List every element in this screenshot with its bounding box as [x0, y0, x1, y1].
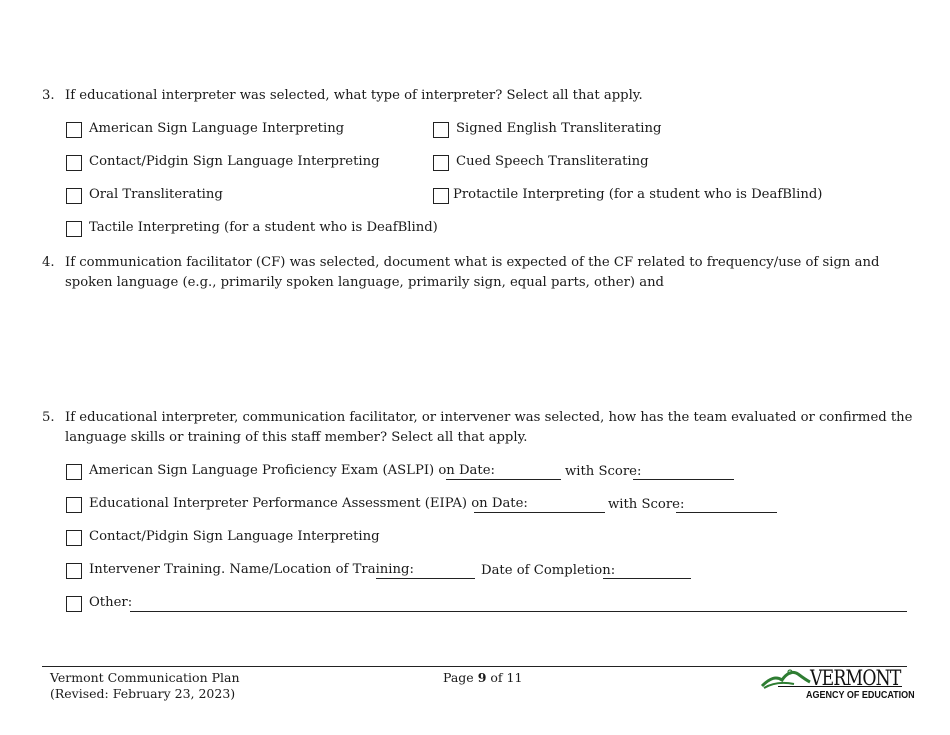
aslpi-date-field[interactable]	[446, 479, 561, 480]
option-label: Intervener Training. Name/Location of Training:	[89, 562, 414, 577]
option-label: Cued Speech Transliterating	[456, 154, 649, 169]
footer-divider	[42, 666, 907, 667]
intervener-date-field[interactable]	[603, 578, 691, 579]
option-label: American Sign Language Interpreting	[89, 121, 345, 136]
vermont-aoe-logo	[760, 666, 915, 704]
option-label: Oral Transliterating	[89, 187, 223, 202]
option-label: Signed English Transliterating	[456, 121, 662, 136]
checkbox[interactable]	[433, 188, 449, 204]
checkbox[interactable]	[433, 122, 449, 138]
option-label: Educational Interpreter Performance Assessment (EIPA) on Date:	[89, 496, 528, 511]
checkbox[interactable]	[66, 188, 82, 204]
footer-doc-title: Vermont Communication Plan	[50, 670, 240, 685]
checkbox[interactable]	[66, 221, 82, 237]
option-label: Other:	[89, 595, 133, 610]
other-text-field[interactable]	[130, 611, 907, 612]
aslpi-score-label: with Score:	[565, 464, 642, 479]
logo-vermont-text: VERMONT	[810, 666, 901, 690]
q3-question: If educational interpreter was selected, what type of interpreter? Select all that apply.	[65, 88, 643, 103]
checkbox[interactable]	[433, 155, 449, 171]
q5-number: 5.	[42, 410, 55, 425]
option-label: Protactile Interpreting (for a student who is DeafBlind)	[453, 187, 823, 202]
checkbox[interactable]	[66, 596, 82, 612]
logo-rule	[778, 686, 902, 687]
page-of: of 11	[490, 670, 523, 685]
footer-page-number	[443, 670, 522, 685]
q5-question: If educational interpreter, communication facilitator, or intervener was selected, how has the team evaluated or confirmed the language skills or training of this staff member? Select all that apply.	[65, 410, 913, 445]
eipa-score-field[interactable]	[676, 512, 777, 513]
checkbox[interactable]	[66, 464, 82, 480]
q4-number: 4.	[42, 255, 55, 270]
checkbox[interactable]	[66, 122, 82, 138]
aslpi-score-field[interactable]	[633, 479, 734, 480]
page-prefix: Page	[443, 670, 474, 685]
checkbox[interactable]	[66, 155, 82, 171]
checkbox[interactable]	[66, 563, 82, 579]
eipa-date-field[interactable]	[474, 512, 605, 513]
q4-question: If communication facilitator (CF) was selected, document what is expected of the CF related to frequency/use of sign and spoken language (e.g., primarily spoken language, primarily sign, equal parts, other) and	[65, 255, 880, 290]
intervener-name-field[interactable]	[376, 578, 475, 579]
eipa-score-label: with Score:	[608, 497, 685, 512]
checkbox[interactable]	[66, 530, 82, 546]
option-label: Tactile Interpreting (for a student who is DeafBlind)	[89, 220, 438, 235]
option-label: Contact/Pidgin Sign Language Interpreting	[89, 529, 380, 544]
intervener-date-label: Date of Completion:	[481, 563, 616, 578]
footer-revised-date: (Revised: February 23, 2023)	[50, 686, 236, 701]
logo-agency-text: AGENCY OF EDUCATION	[806, 690, 915, 701]
option-label: Contact/Pidgin Sign Language Interpreting	[89, 154, 380, 169]
q3-number: 3.	[42, 88, 55, 103]
option-label: American Sign Language Proficiency Exam (ASLPI) on Date:	[89, 463, 495, 478]
page-current: 9	[477, 670, 487, 685]
checkbox[interactable]	[66, 497, 82, 513]
